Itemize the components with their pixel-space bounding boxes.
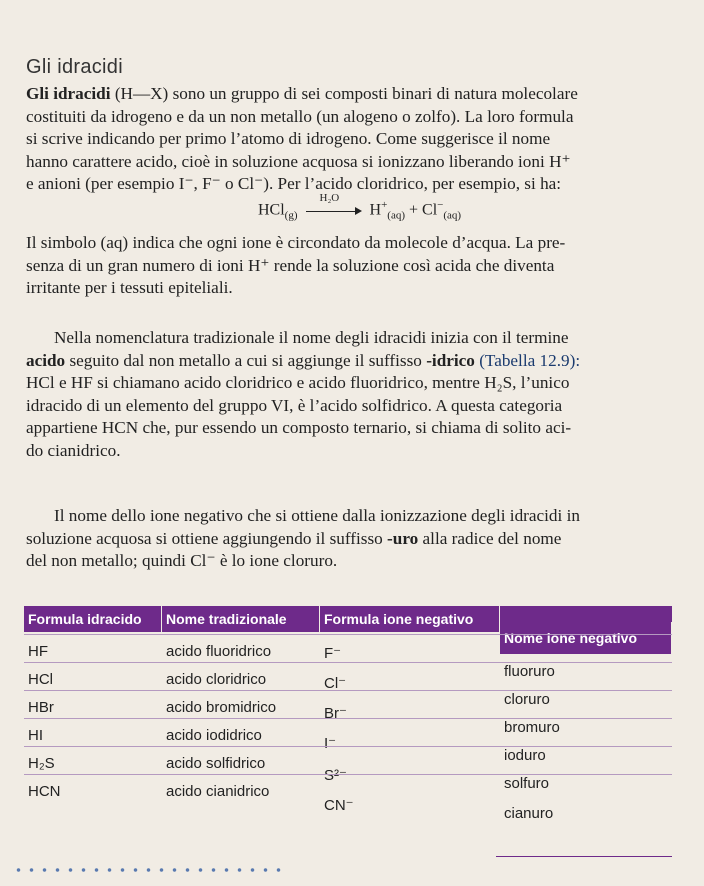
table-row-divider [24, 746, 672, 747]
cell-anion-formula: CN⁻ [324, 797, 354, 814]
cell-anion-name: bromuro [504, 719, 560, 736]
para1-line2: costituiti da idrogeno e da un non metallo (un alogeno o zolfo). La loro formula [26, 106, 574, 126]
header-anion-name: Nome ione negativo [500, 622, 672, 654]
cell-traditional-name: acido solfidrico [166, 755, 266, 772]
cell-anion-name: fluoruro [504, 663, 555, 680]
para3-line6: do cianidrico. [26, 440, 121, 460]
section-heading: Gli idracidi [26, 56, 123, 78]
cell-anion-formula: Br⁻ [324, 705, 347, 722]
header-formula-hydracid: Formula idracido [24, 606, 162, 632]
hydracids-table [24, 606, 672, 856]
para2-line1: Il simbolo (aq) indica che ogni ione è circondato da molecole d’acqua. La pre- [26, 233, 566, 252]
cell-traditional-name: acido bromidrico [166, 699, 277, 716]
cell-traditional-name: acido cloridrico [166, 671, 267, 688]
table-row-divider [24, 718, 672, 719]
reaction-arrow: H₂O [306, 205, 362, 217]
para4-line2: soluzione acquosa si ottiene aggiungendo il suffisso -uro alla radice del nome [26, 528, 562, 548]
decorative-dotted-line [12, 868, 282, 872]
para4-line1: Il nome dello ione negativo che si ottiene dalla ionizzazione degli idracidi in [54, 506, 580, 525]
header-anion-formula: Formula ione negativo [320, 606, 500, 632]
header-traditional-name: Nome tradizionale [162, 606, 320, 632]
table-bottom-rule [496, 856, 672, 857]
cell-anion-formula: I⁻ [324, 735, 337, 752]
table-row-divider [24, 634, 672, 635]
para1-line5: e anioni (per esempio I⁻, F⁻ o Cl⁻). Per l’acido cloridrico, per esempio, si ha: [26, 174, 562, 194]
para3-line1: Nella nomenclatura tradizionale il nome degli idracidi inizia con il termine [54, 328, 569, 347]
cell-anion-name: cloruro [504, 691, 550, 708]
table-reference[interactable]: (Tabella 12.9): [474, 350, 581, 370]
para1-line1: Gli idracidi (H—X) sono un gruppo di sei composti binari di natura molecolare [26, 84, 578, 103]
table-row-divider [24, 774, 672, 775]
paragraph-definition [26, 83, 658, 196]
cell-hydracid-formula: H₂S [28, 755, 55, 772]
paragraph-nomenclature [26, 327, 658, 463]
table-row-divider [24, 690, 672, 691]
cell-anion-formula: Cl⁻ [324, 675, 347, 692]
cell-anion-name: solfuro [504, 775, 550, 792]
paragraph-anion-names [26, 505, 658, 573]
table-row-divider [24, 662, 672, 663]
cell-anion-formula: F⁻ [324, 645, 342, 662]
cell-anion-formula: S²⁻ [324, 767, 347, 784]
cell-traditional-name: acido fluoridrico [166, 643, 272, 660]
para3-line5: appartiene HCN che, pur essendo un composto ternario, si chiama di solito aci- [26, 418, 572, 438]
para2-line2: senza di un gran numero di ioni H⁺ rende la soluzione così acida che diventa [26, 255, 555, 275]
cell-hydracid-formula: HF [28, 643, 48, 660]
cell-anion-name: ioduro [504, 747, 546, 764]
para3-line2: acido seguito dal non metallo a cui si aggiunge il suffisso -idrico (Tabella 12.9): [26, 350, 581, 370]
para3-line4: idracido di un elemento del gruppo VI, è l’acido solfidrico. A questa categoria [26, 395, 563, 415]
para4-line3: del non metallo; quindi Cl⁻ è lo ione cloruro. [26, 551, 338, 571]
para2-line3: irritante per i tessuti epiteliali. [26, 278, 233, 298]
para1-line4: hanno carattere acido, cioè in soluzione acquosa si ionizzano liberando ioni H⁺ [26, 151, 571, 171]
para3-line3: HCl e HF si chiamano acido cloridrico e acido fluoridrico, mentre H₂S, l’unico [26, 373, 570, 393]
cell-hydracid-formula: HCN [28, 783, 61, 800]
cell-hydracid-formula: HCl [28, 671, 53, 688]
ionization-equation: HCl$_{(g)}$ H₂O $H^+_{(aq)} + Cl^-_{(aq)}$ [258, 191, 462, 222]
cell-anion-name: cianuro [504, 805, 554, 822]
cell-traditional-name: acido cianidrico [166, 783, 270, 800]
cell-hydracid-formula: HI [28, 727, 43, 744]
cell-traditional-name: acido iodidrico [166, 727, 262, 744]
para1-line3: si scrive indicando per primo l’atomo di idrogeno. Come suggerisce il nome [26, 129, 551, 149]
paragraph-aq-symbol [26, 232, 658, 300]
cell-hydracid-formula: HBr [28, 699, 54, 716]
